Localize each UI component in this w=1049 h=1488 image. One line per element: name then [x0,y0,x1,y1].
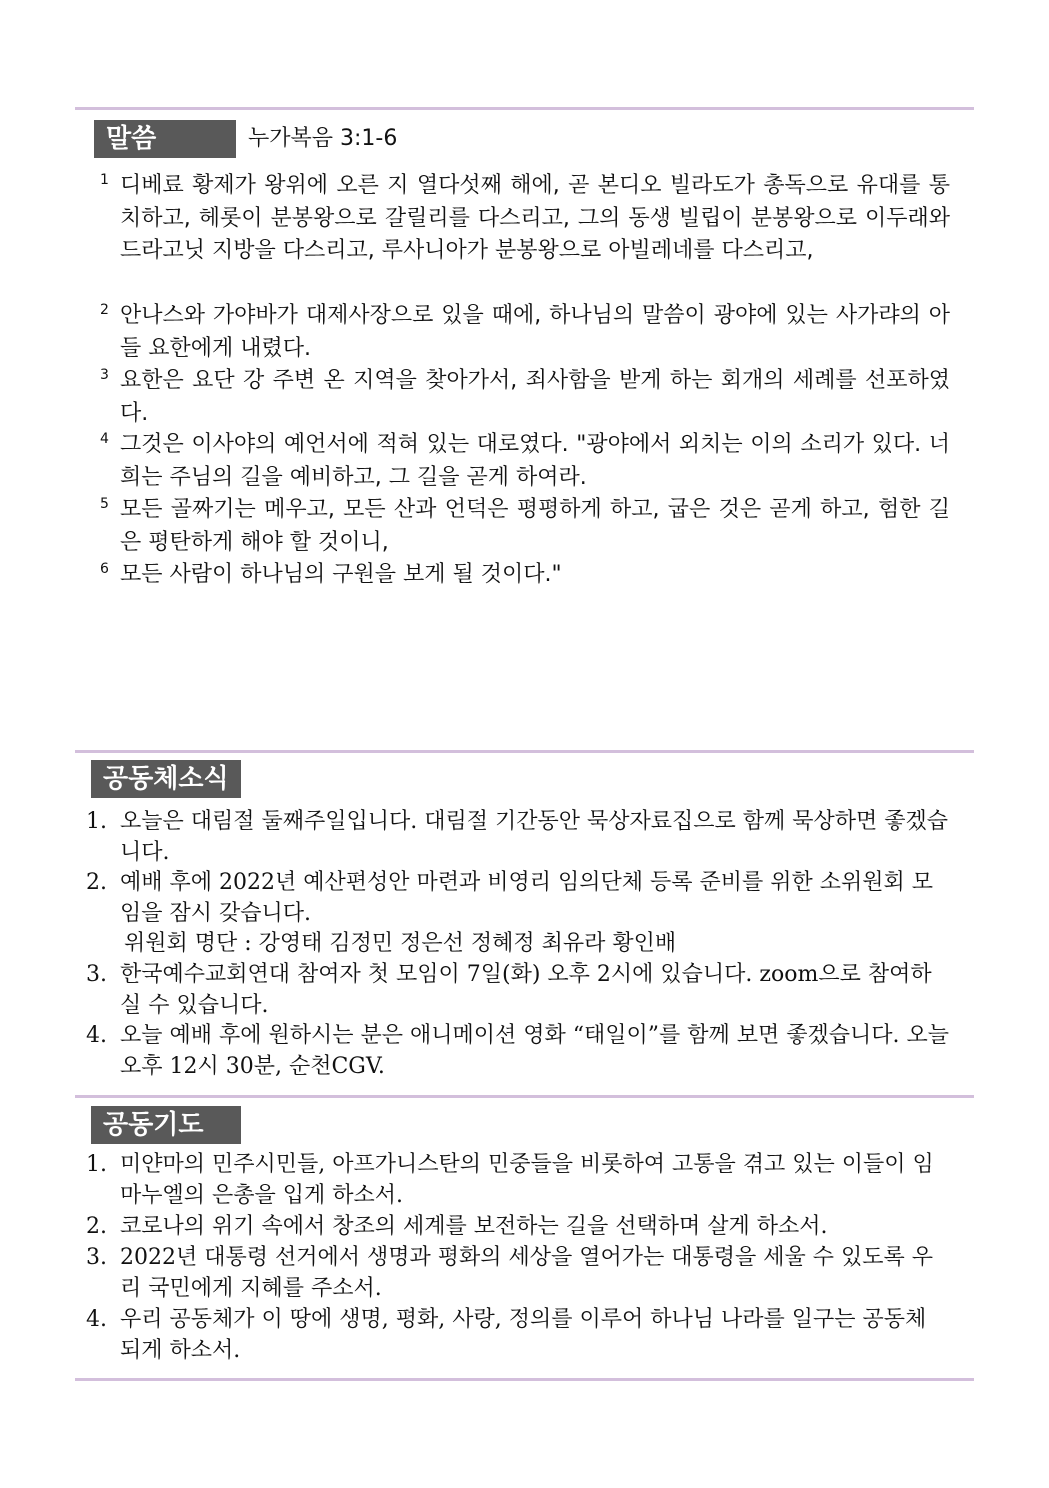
verse-number: 3 [100,367,109,383]
news-item: 오늘 예배 후에 원하시는 분은 애니메이션 영화 “태일이”를 함께 보면 좋겠습니다. 오늘 오후 12시 30분, 순천CGV. [120,1023,949,1079]
verse-number: 5 [100,496,109,512]
verse-number: 2 [100,302,109,318]
verse-text: 그것은 이사야의 예언서에 적혀 있는 대로였다. "광야에서 외치는 이의 소리가 있다. 너희는 주님의 길을 예비하고, 그 길을 곧게 하여라. [120,432,950,490]
news-item-number: 4. [86,1023,107,1048]
news-item: 오늘은 대림절 둘째주일입니다. 대림절 기간동안 묵상자료집으로 함께 묵상하면 좋겠습니다. [120,809,949,865]
verse-text: 모든 골짜기는 메우고, 모든 산과 언덕은 평평하게 하고, 굽은 것은 곧게 하고, 험한 길은 평탄하게 해야 할 것이니, [120,497,950,555]
news-header: 공동체소식 [91,760,241,798]
news-item: 예배 후에 2022년 예산편성안 마련과 비영리 임의단체 등록 준비를 위한 소위원회 모임을 잠시 갖습니다. [120,870,933,926]
verse-text: 디베료 황제가 왕위에 오른 지 열다섯째 해에, 곧 본디오 빌라도가 총독으로 유대를 통치하고, 헤롯이 분봉왕으로 갈릴리를 다스리고, 그의 동생 빌립이 분봉왕으로 이두래와 드라고닛 지방을 다스리고, 루사니아가 분봉왕으로 아빌레네를 다스리고, [120,173,950,264]
prayer-item-number: 4. [86,1307,107,1332]
verse-number: 1 [100,172,109,188]
scripture-header: 말씀 [94,120,236,158]
divider-bottom [75,1378,974,1381]
verse-number: 6 [100,561,109,577]
verse-text: 안나스와 가야바가 대제사장으로 있을 때에, 하나님의 말씀이 광야에 있는 사가랴의 아들 요한에게 내렸다. [120,303,950,361]
prayer-item: 코로나의 위기 속에서 창조의 세계를 보전하는 길을 선택하며 살게 하소서. [120,1214,828,1239]
news-item-number: 3. [86,962,107,987]
prayer-item: 2022년 대통령 선거에서 생명과 평화의 세상을 열어가는 대통령을 세울 수 있도록 우리 국민에게 지혜를 주소서. [120,1245,933,1301]
verse-text: 요한은 요단 강 주변 온 지역을 찾아가서, 죄사함을 받게 하는 회개의 세례를 선포하였다. [120,368,950,426]
news-item-number: 2. [86,870,107,895]
news-item: 한국예수교회연대 참여자 첫 모임이 7일(화) 오후 2시에 있습니다. zoom으로 참여하실 수 있습니다. [120,962,932,1018]
verse-text: 모든 사람이 하나님의 구원을 보게 될 것이다." [120,562,562,587]
scripture-reference: 누가복음 3:1-6 [248,126,398,151]
news-item-number: 1. [86,809,107,834]
prayer-header: 공동기도 [91,1106,241,1144]
divider-prayer [75,1095,974,1098]
divider-top [75,107,974,110]
prayer-item-number: 2. [86,1214,107,1239]
divider-news [75,750,974,753]
prayer-item-number: 1. [86,1152,107,1177]
verse-number: 4 [100,431,109,447]
news-item-members: 위원회 명단 : 강영태 김정민 정은선 정혜정 최유라 황인배 [124,931,677,956]
prayer-item: 미얀마의 민주시민들, 아프가니스탄의 민중들을 비롯하여 고통을 겪고 있는 이들이 임마누엘의 은총을 입게 하소서. [120,1152,934,1208]
prayer-item: 우리 공동체가 이 땅에 생명, 평화, 사랑, 정의를 이루어 하나님 나라를 일구는 공동체 되게 하소서. [120,1307,927,1363]
prayer-item-number: 3. [86,1245,107,1270]
